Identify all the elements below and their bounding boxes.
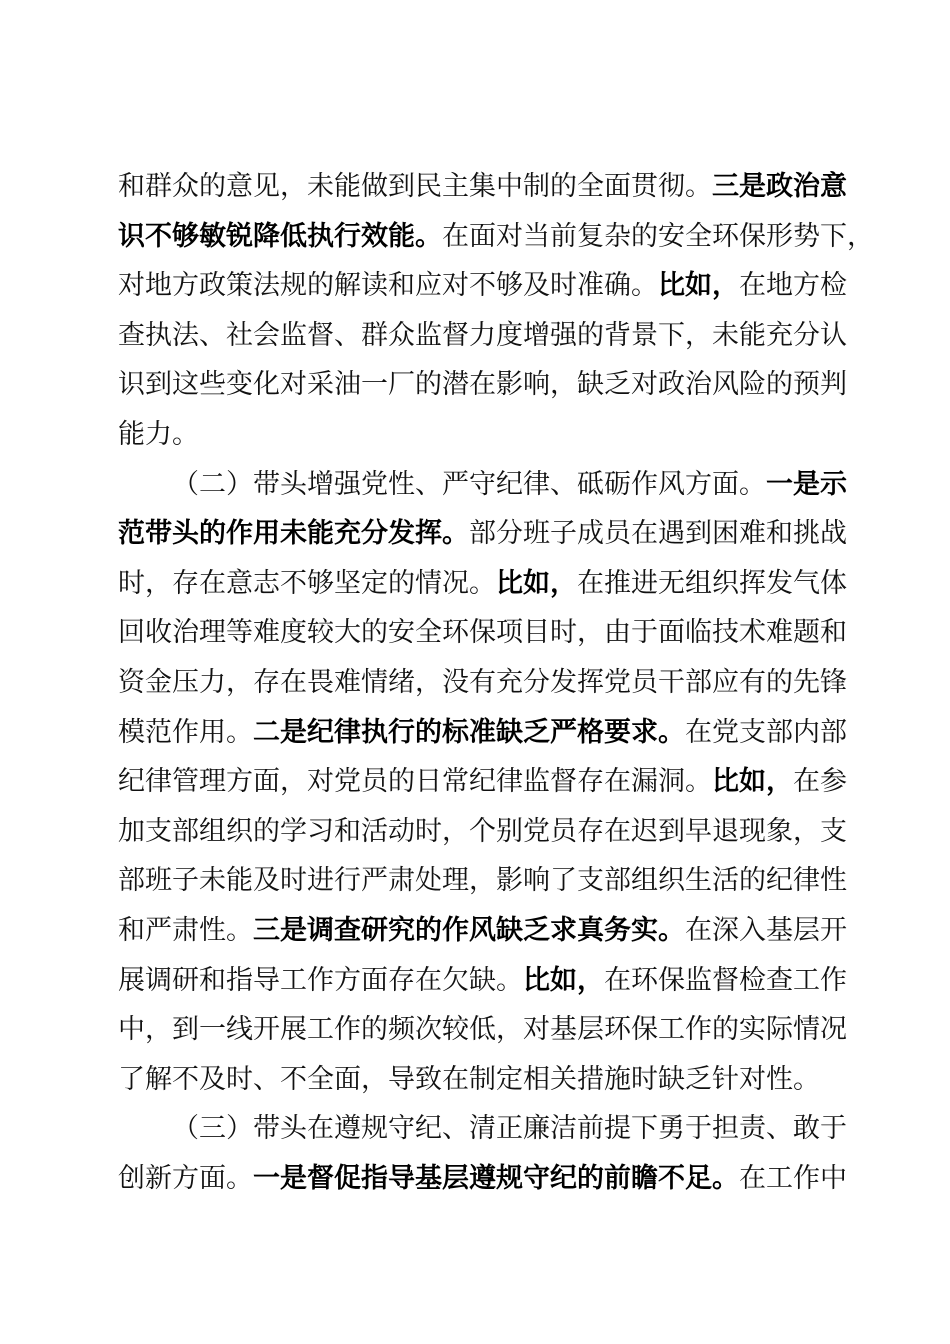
bold-text-segment: 一是示 xyxy=(766,468,847,500)
text-line xyxy=(118,162,847,212)
text-segment: 识到这些变化对采油一厂的潜在影响，缺乏对政治风险的预判 xyxy=(118,369,847,401)
text-line xyxy=(118,1154,847,1204)
text-line xyxy=(118,360,847,410)
bold-text-segment: 比如， xyxy=(712,766,793,798)
bold-text-segment: 识不够敏锐降低执行效能。 xyxy=(118,220,442,252)
text-line xyxy=(118,757,847,807)
text-segment: 在参 xyxy=(793,766,847,798)
text-line xyxy=(118,410,838,460)
paragraph-heading-line xyxy=(172,1104,847,1154)
text-segment: 在推进无组织挥发气体 xyxy=(577,567,847,599)
text-segment: 纪律管理方面，对党员的日常纪律监督存在漏洞。 xyxy=(118,766,712,798)
text-line xyxy=(118,1005,847,1055)
text-line xyxy=(118,559,847,609)
text-segment: 能力。 xyxy=(118,419,199,450)
text-line xyxy=(118,658,847,708)
bold-text-segment: 比如， xyxy=(658,270,739,302)
text-segment: 在深入基层开 xyxy=(685,915,847,946)
text-segment: 在党支部内部 xyxy=(685,716,847,748)
text-segment: 部分班子成员在遇到困难和挑战 xyxy=(469,518,847,550)
text-segment: 在工作中 xyxy=(739,1163,847,1194)
text-segment: 在环保监督检查工作 xyxy=(604,964,847,996)
text-segment: 展调研和指导工作方面存在欠缺。 xyxy=(118,964,523,996)
text-segment: 资金压力，存在畏难情绪，没有充分发挥党员干部应有的先锋 xyxy=(118,667,847,698)
text-segment: 创新方面。 xyxy=(118,1163,253,1194)
text-line xyxy=(118,708,847,758)
text-line xyxy=(118,807,847,857)
bold-text-segment: 二是纪律执行的标准缺乏严格要求。 xyxy=(253,716,685,748)
text-segment: 和严肃性。 xyxy=(118,915,253,946)
text-segment: 和群众的意见，未能做到民主集中制的全面贯彻。 xyxy=(118,171,712,202)
text-segment: 加支部组织的学习和活动时，个别党员存在迟到早退现象，支 xyxy=(118,815,847,847)
text-segment: 在面对当前复杂的安全环保形势下， xyxy=(442,220,874,252)
text-segment: 了解不及时、不全面，导致在制定相关措施时缺乏针对性。 xyxy=(118,1063,820,1095)
text-line xyxy=(118,509,847,559)
text-segment: 查执法、社会监督、群众监督力度增强的背景下，未能充分认 xyxy=(118,319,847,351)
bold-text-segment: 三是调查研究的作风缺乏求真务实。 xyxy=(253,915,685,946)
text-line xyxy=(118,906,847,956)
text-segment: （三）带头在遵规守纪、清正廉洁前提下勇于担责、敢于 xyxy=(172,1113,847,1145)
text-line xyxy=(118,856,847,906)
bold-text-segment: 一是督促指导基层遵规守纪的前瞻不足。 xyxy=(253,1163,739,1194)
text-line xyxy=(118,1055,838,1105)
bold-text-segment: 三是政治意 xyxy=(712,171,847,202)
text-segment: 时，存在意志不够坚定的情况。 xyxy=(118,567,496,599)
bold-text-segment: 比如， xyxy=(496,567,577,599)
text-segment: 在地方检 xyxy=(739,270,847,302)
text-segment: 部班子未能及时进行严肃处理，影响了支部组织生活的纪律性 xyxy=(118,865,847,897)
text-line xyxy=(118,261,847,311)
text-segment: 中，到一线开展工作的频次较低，对基层环保工作的实际情况 xyxy=(118,1014,847,1046)
text-segment: 回收治理等难度较大的安全环保项目时，由于面临技术难题和 xyxy=(118,617,847,649)
text-segment: （二）带头增强党性、严守纪律、砥砺作风方面。 xyxy=(172,468,766,500)
text-segment: 模范作用。 xyxy=(118,716,253,748)
bold-text-segment: 范带头的作用未能充分发挥。 xyxy=(118,518,469,550)
text-line xyxy=(118,212,874,262)
text-line xyxy=(118,311,847,361)
text-line xyxy=(118,608,847,658)
text-line xyxy=(118,956,847,1006)
text-segment: 对地方政策法规的解读和应对不够及时准确。 xyxy=(118,270,658,302)
bold-text-segment: 比如， xyxy=(523,964,604,996)
paragraph-heading-line xyxy=(172,460,847,510)
